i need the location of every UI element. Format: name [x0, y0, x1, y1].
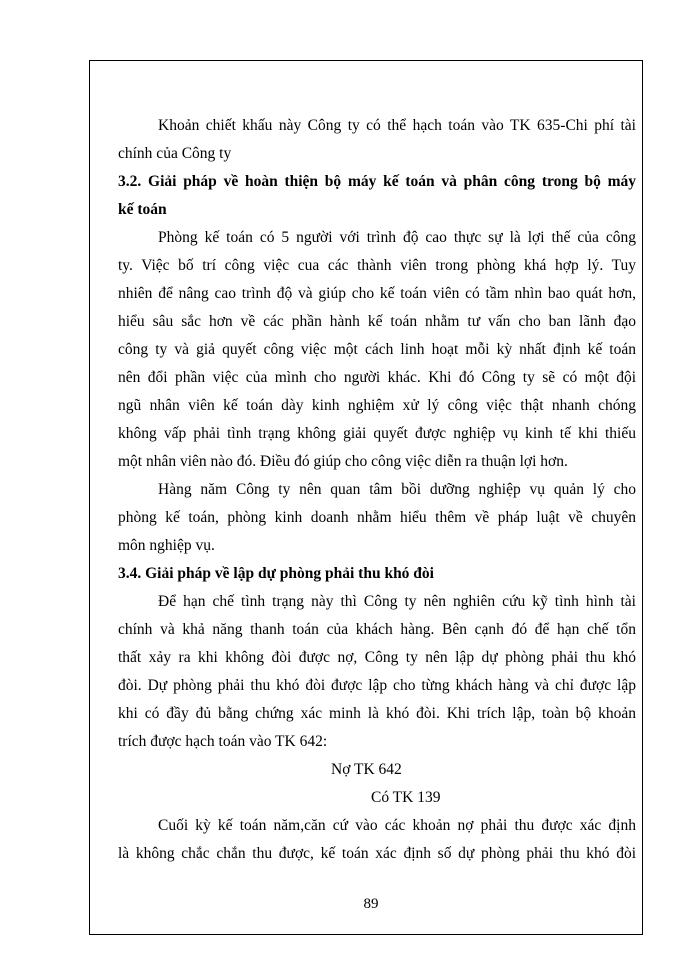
paragraph-line: Hàng năm Công ty nên quan tâm bồi dưỡng nghiệp vụ quản lý cho [158, 481, 636, 498]
paragraph-line: đòi. Dự phòng phải thu khó đòi được lập cho từng khách hàng và chỉ được lập [118, 677, 636, 694]
paragraph-line: ngũ nhân viên kế toán dày kinh nghiệm xử lý công việc thật nhanh chóng [118, 397, 636, 414]
paragraph-line: ty. Việc bố trí công việc cua các thành viên trong phòng khá hợp lý. Tuy [118, 257, 636, 274]
paragraph-line: công ty và giả quyết công việc một cách linh hoạt mỗi kỳ nhất định kế toán [118, 341, 636, 358]
paragraph-line: chính của Công ty [118, 145, 232, 162]
paragraph-line: chính và khả năng thanh toán của khách hàng. Bên cạnh đó để hạn chế tổn [118, 621, 636, 638]
paragraph-line: trích được hạch toán vào TK 642: [118, 733, 328, 750]
paragraph-line: phòng kế toán, phòng kinh doanh nhằm hiểu thêm về pháp luật về chuyên [118, 509, 636, 526]
paragraph-line: khi có đầy đủ bằng chứng xác minh là khó đòi. Khi trích lập, toàn bộ khoản [118, 705, 636, 722]
paragraph-line: Cuối kỳ kế toán năm,căn cứ vào các khoản nợ phải thu được xác định [158, 817, 636, 834]
section-heading-3-2-cont: kế toán [118, 201, 167, 218]
document-body [118, 112, 636, 868]
paragraph-line: là không chắc chắn thu được, kế toán xác định số dự phòng phải thu khó đòi [118, 845, 636, 862]
paragraph-line: nên đổi phần việc của mình cho người khác. Khi đó Công ty sẽ có một đội [118, 369, 636, 386]
paragraph-line: nhiên để nâng cao trình độ và giúp cho kế toán viên có tầm nhìn bao quát hơn, [118, 285, 636, 302]
paragraph-line: môn nghiệp vụ. [118, 537, 215, 554]
paragraph-line: Phòng kế toán có 5 người với trình độ cao thực sự là lợi thế của công [158, 229, 636, 246]
section-heading-3-2: 3.2. Giải pháp về hoàn thiện bộ máy kế toán và phân công trong bộ máy [118, 173, 636, 190]
section-heading-3-4: 3.4. Giải pháp về lập dự phòng phải thu khó đòi [118, 565, 434, 582]
paragraph-line: một nhân viên nào đó. Điều đó giúp cho công việc diễn ra thuận lợi hơn. [118, 453, 568, 470]
paragraph-line: Để hạn chế tình trạng này thì Công ty nên nghiên cứu kỹ tình hình tài [158, 593, 636, 610]
page-number: 89 [363, 896, 379, 912]
paragraph-line: Khoản chiết khấu này Công ty có thể hạch toán vào TK 635-Chi phí tài [158, 117, 636, 134]
paragraph-line: thất xảy ra khi không đòi được nợ, Công ty nên lập dự phòng phải thu khó [118, 649, 636, 666]
journal-credit-line: Có TK 139 [371, 789, 441, 806]
paragraph-line: hiểu sâu sắc hơn về các phần hành kế toán nhằm tư vấn cho ban lãnh đạo [118, 313, 636, 330]
journal-debit-line: Nợ TK 642 [331, 761, 402, 778]
paragraph-line: không vấp phải tình trạng không giải quyết được nghiệp vụ kinh tế khi thiếu [118, 425, 636, 442]
